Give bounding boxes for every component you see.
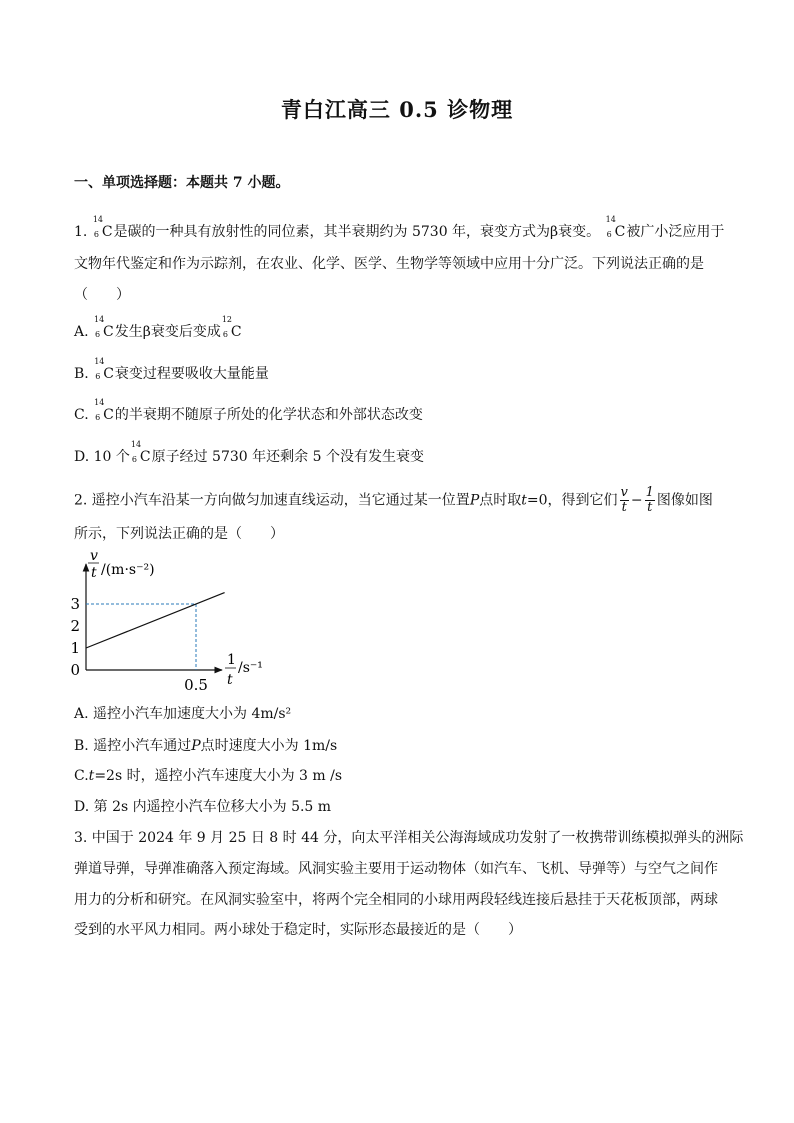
q1-option-d[interactable]: D. 10 个 14 6 C原子经过 5730 年还剩余 5 个没有发生衰变 [74,440,424,465]
q1-text-b: 被广小泛应用于 [626,224,725,240]
y-label-den: t [91,565,97,581]
q1-line2: 文物年代鉴定和作为示踪剂，在农业、化学、医学、生物学等领域中应用十分广泛。下列说法正确的是 [74,256,704,272]
carbon14-nuclide: 14 6 C [94,357,114,382]
carbon14-nuclide: 14 6 C [94,315,114,340]
carbon12-nuclide: 12 6 C [221,315,242,340]
y-label-num: v [90,548,98,564]
x-label-unit: /s⁻¹ [238,660,263,676]
q2-option-a[interactable]: A. 遥控小汽车加速度大小为 4m/s² [74,706,292,722]
carbon14-nuclide: 14 6 C [130,440,151,465]
q1-text-a: 是碳的一种具有放射性的同位素，其半衰期约为 5730 年，衰变方式为β衰变。 [113,224,601,240]
q1-option-b[interactable]: B. 14 6 C衰变过程要吸收大量能量 [74,357,269,382]
q2-option-d[interactable]: D. 第 2s 内遥控小汽车位移大小为 5.5 m [74,799,332,815]
q3-line3: 用力的分析和研究。在风洞实验室中，将两个完全相同的小球用两段轻线连接后悬挂于天花板顶部，两球 [74,892,718,908]
carbon14-nuclide: 14 6 C [94,398,114,423]
q3-line4: 受到的水平风力相同。两小球处于稳定时，实际形态最接近的是（ ） [74,922,522,938]
y-tick-label: 0 [70,661,80,679]
q1-line1 [74,215,725,242]
y-label-unit: /(m·s⁻²) [101,562,155,578]
series-line [86,593,225,648]
q2-graph [66,548,266,694]
q1-option-a[interactable]: A. 14 6 C发生β衰变后变成 12 6 C [74,315,242,340]
one-over-t-fraction: $\frac{1}{t}$ [645,485,654,515]
q2-line2: 所示，下列说法正确的是（ ） [74,526,284,542]
q1-option-c[interactable]: C. 14 6 C的半衰期不随原子所处的化学状态和外部状态改变 [74,398,423,423]
page-title: 青白江高三 0.5 诊物理 [280,97,514,122]
x-label-den: t [227,672,233,688]
q1-paren: （ ） [74,287,130,303]
x-tick-label: 0.5 [184,676,208,694]
q3-line2: 弹道导弹，导弹准确落入预定海域。风洞实验主要用于运动物体（如汽车、飞机、导弹等）与空气之间作 [74,861,718,877]
v-over-t-fraction: $\frac{v}{t}$ [620,485,628,515]
q2-line1: 2. 遥控小汽车沿某一方向做匀加速直线运动，当它通过某一位置P点时取t=0，得到它们 $\frac{v}{t}$ − $\frac{1}{t}$ 图像如图 [74,485,713,515]
y-tick-label: 1 [70,639,80,657]
section-heading: 一、单项选择题：本题共 7 小题。 [74,175,290,191]
q2-option-c[interactable]: C.t=2s 时，遥控小汽车速度大小为 3 m /s [74,768,343,784]
carbon14-nuclide: 14 6 C [92,215,113,240]
y-tick-label: 3 [70,595,80,613]
carbon14-nuclide: 14 6 C [605,215,626,240]
q3-line1: 3. 中国于 2024 年 9 月 25 日 8 时 44 分，向太平洋相关公海海域成功发射了一枚携带训练模拟弹头的洲际 [74,830,744,846]
q2-option-b[interactable]: B. 遥控小汽车通过P点时速度大小为 1m/s [74,738,338,754]
x-label-num: 1 [227,652,236,668]
q1-number: 1. [74,224,88,240]
y-tick-label: 2 [70,617,80,635]
